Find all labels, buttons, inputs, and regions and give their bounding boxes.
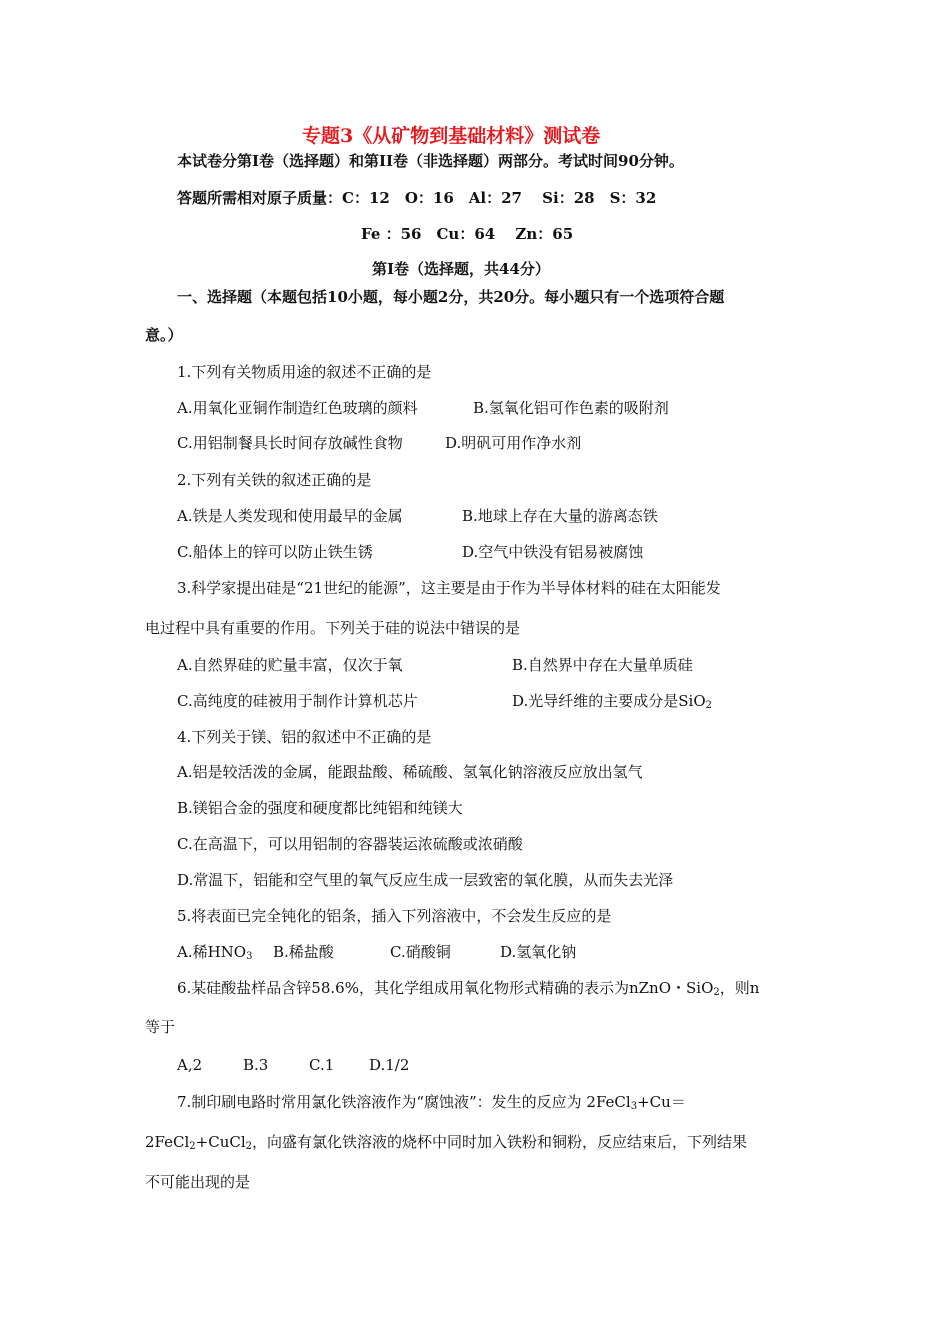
question-4-option-a: A.铝是较活泼的金属，能跟盐酸、稀硫酸、氢氧化钠溶液反应放出氢气 — [177, 763, 643, 781]
question-5-option-b: B.稀盐酸 — [273, 943, 334, 961]
question-6-option-d: D.1/2 — [369, 1056, 410, 1074]
question-6-option-c: C.1 — [309, 1056, 335, 1074]
question-5-option-a: A.稀$HNO_3$ — [177, 943, 253, 962]
question-7-stem-end: 不可能出现的是 — [145, 1173, 251, 1191]
question-3-option-a: A.自然界硅的贮量丰富，仅次于氧 — [177, 656, 403, 674]
question-2-option-b: B.地球上存在大量的游离态铁 — [462, 507, 658, 525]
question-7-stem-cont: 2FeCl$_2$+CuCl$_2$，向盛有氯化铁溶液的烧杯中同时加入铁粉和铜粉，反应结束后，下列结果 — [145, 1133, 748, 1152]
intro-line-2: 答题所需相对原子质量：C：12 O：16 Al：27 Si：28 S：32 — [177, 189, 657, 207]
question-3-stem: 3.科学家提出硅是“21世纪的能源”，这主要是由于作为半导体材料的硅在太阳能发 — [177, 579, 721, 597]
question-1-option-b: B.氢氧化铝可作色素的吸附剂 — [473, 399, 669, 417]
question-2-option-a: A.铁是人类发现和使用最早的金属 — [177, 507, 403, 525]
exam-title: 专题3《从矿物到基础材料》测试卷 — [302, 125, 601, 147]
question-4-option-d: D.常温下，铝能和空气里的氧气反应生成一层致密的氧化膜，从而失去光泽 — [177, 871, 674, 889]
question-6-stem-cont: 等于 — [145, 1018, 176, 1036]
question-5-option-d: D.氢氧化钠 — [500, 943, 577, 961]
question-4-option-b: B.镁铝合金的强度和硬度都比纯铝和纯镁大 — [177, 799, 463, 817]
question-1-option-d: D.明矾可用作净水剂 — [445, 434, 582, 452]
question-6-option-b: B.3 — [243, 1056, 269, 1074]
question-3-option-d: D.光导纤维的主要成分是SiO$_2$ — [512, 692, 713, 711]
question-3-option-b: B.自然界中存在大量单质硅 — [512, 656, 693, 674]
question-6-option-a: A,2 — [177, 1056, 203, 1074]
question-1-stem: 1.下列有关物质用途的叙述不正确的是 — [177, 363, 432, 381]
question-4-option-c: C.在高温下，可以用铝制的容器装运浓硫酸或浓硝酸 — [177, 835, 523, 853]
question-4-stem: 4.下列关于镁、铝的叙述中不正确的是 — [177, 728, 432, 746]
question-2-option-d: D.空气中铁没有铝易被腐蚀 — [462, 543, 644, 561]
section-1-heading: 一、选择题（本题包括10小题，每小题2分，共20分。每小题只有一个选项符合题 — [177, 288, 725, 306]
question-6-stem: 6.某硅酸盐样品含锌58.6%，其化学组成用氧化物形式精确的表示为nZnO・SiO$_2$，则n — [177, 979, 760, 998]
section-1-heading-cont: 意。） — [145, 326, 183, 344]
question-3-stem-cont: 电过程中具有重要的作用。下列关于硅的说法中错误的是 — [145, 619, 521, 637]
question-2-stem: 2.下列有关铁的叙述正确的是 — [177, 471, 372, 489]
question-3-option-c: C.高纯度的硅被用于制作计算机芯片 — [177, 692, 418, 710]
intro-line-1: 本试卷分第I卷（选择题）和第II卷（非选择题）两部分。考试时间90分钟。 — [177, 152, 684, 170]
question-1-option-c: C.用铝制餐具长时间存放碱性食物 — [177, 434, 403, 452]
question-2-option-c: C.船体上的锌可以防止铁生锈 — [177, 543, 373, 561]
question-7-stem: 7.制印刷电路时常用氯化铁溶液作为“腐蚀液”：发生的反应为 2FeCl$_3$+Cu＝ — [177, 1093, 686, 1112]
question-1-option-a: A.用氧化亚铜作制造红色玻璃的颜料 — [177, 399, 418, 417]
intro-line-3: Fe ：56 Cu：64 Zn：65 — [361, 225, 574, 243]
question-5-stem: 5.将表面已完全钝化的铝条，插入下列溶液中，不会发生反应的是 — [177, 907, 612, 925]
part-1-heading: 第I卷（选择题，共44分） — [372, 260, 550, 278]
question-5-option-c: C.硝酸铜 — [390, 943, 451, 961]
